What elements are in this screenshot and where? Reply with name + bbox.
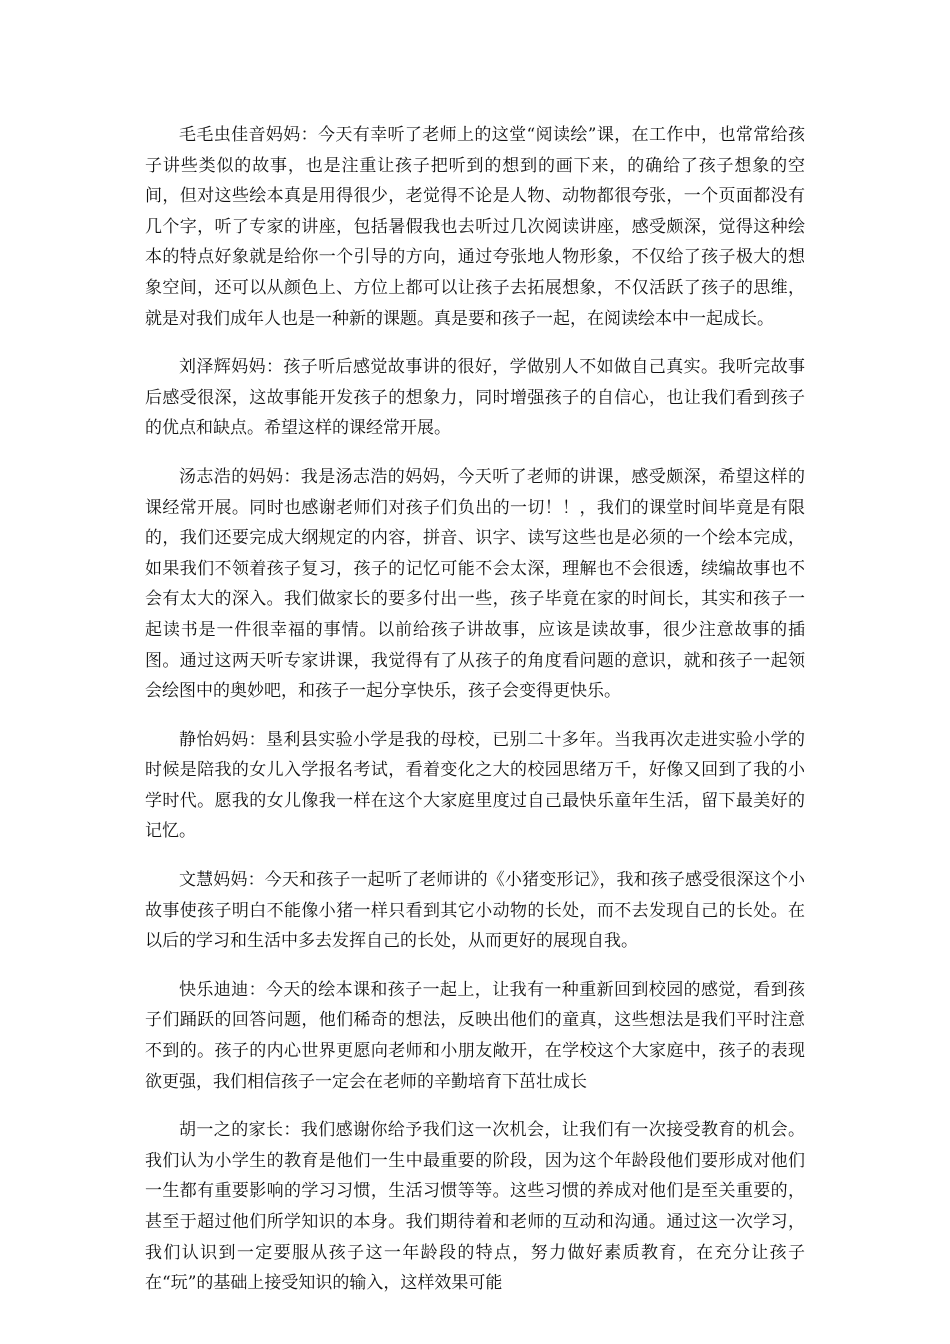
paragraph-kuaile-didi: 快乐迪迪：今天的绘本课和孩子一起上，让我有一种重新回到校园的感觉，看到孩子们踊跃的回答问题，他们稀奇的想法，反映出他们的童真，这些想法是我们平时注意不到的。孩子的内心世界更愿向老师和小朋友敞开，在学校这个大家庭中，孩子的表现欲更强，我们相信孩子一定会在老师的辛勤培育下茁壮成长	[145, 979, 805, 1092]
paragraph-tangzhihao-mother: 汤志浩的妈妈：我是汤志浩的妈妈，今天听了老师的讲课，感受颇深，希望这样的课经常开展。同时也感谢老师们对孩子们负出的一切！！，我们的课堂时间毕竟是有限的，我们还要完成大纲规定的内容，拼音、识字、读写这些也是必须的一个绘本完成，如果我们不领着孩子复习，孩子的记忆可能不会太深，理解也不会很透，续编故事也不会有太大的深入。我们做家长的要多付出一些，孩子毕竟在家的时间长，其实和孩子一起读书是一件很幸福的事情。以前给孩子讲故事，应该是读故事，很少注意故事的插图。通过这两天听专家讲课，我觉得有了从孩子的角度看问题的意识，就和孩子一起领会绘图中的奥妙吧，和孩子一起分享快乐，孩子会变得更快乐。	[145, 466, 805, 702]
paragraph-wenhui-mother: 文慧妈妈：今天和孩子一起听了老师讲的《小猪变形记》，我和孩子感受很深这个小故事使孩子明白不能像小猪一样只看到其它小动物的长处，而不去发现自己的长处。在以后的学习和生活中多去发挥自己的长处，从而更好的展现自我。	[145, 870, 805, 952]
paragraph-jingyi-mother: 静怡妈妈：垦利县实验小学是我的母校，已别二十多年。当我再次走进实验小学的时候是陪我的女儿入学报名考试，看着变化之大的校园思绪万千，好像又回到了我的小学时代。愿我的女儿像我一样在这个大家庭里度过自己最快乐童年生活，留下最美好的记忆。	[145, 729, 805, 842]
document-page	[145, 120, 805, 1317]
paragraph-maomaochong-mother: 毛毛虫佳音妈妈：今天有幸听了老师上的这堂“阅读绘”课，在工作中，也常常给孩子讲些类似的故事，也是注重让孩子把听到的想到的画下来，的确给了孩子想象的空间，但对这些绘本真是用得很少，老觉得不论是人物、动物都很夸张，一个页面都没有几个字，听了专家的讲座，包括暑假我也去听过几次阅读讲座，感受颇深，觉得这种绘本的特点好象就是给你一个引导的方向，通过夸张地人物形象，不仅给了孩子极大的想象空间，还可以从颜色上、方位上都可以让孩子去拓展想象，不仅活跃了孩子的思维，就是对我们成年人也是一种新的课题。真是要和孩子一起，在阅读绘本中一起成长。	[145, 125, 805, 329]
paragraph-huyizhi-parent: 胡一之的家长：我们感谢你给予我们这一次机会，让我们有一次接受教育的机会。我们认为小学生的教育是他们一生中最重要的阶段，因为这个年龄段他们要形成对他们一生都有重要影响的学习习惯，生活习惯等等。这些习惯的养成对他们是至关重要的，甚至于超过他们所学知识的本身。我们期待着和老师的互动和沟通。通过这一次学习，我们认识到一定要服从孩子这一年龄段的特点，努力做好素质教育，在充分让孩子在“玩”的基础上接受知识的输入，这样效果可能	[145, 1120, 805, 1294]
paragraph-liuzehui-mother: 刘泽辉妈妈：孩子听后感觉故事讲的很好，学做别人不如做自己真实。我听完故事后感受很深，这故事能开发孩子的想象力，同时增强孩子的自信心，也让我们看到孩子的优点和缺点。希望这样的课经常开展。	[145, 357, 805, 439]
